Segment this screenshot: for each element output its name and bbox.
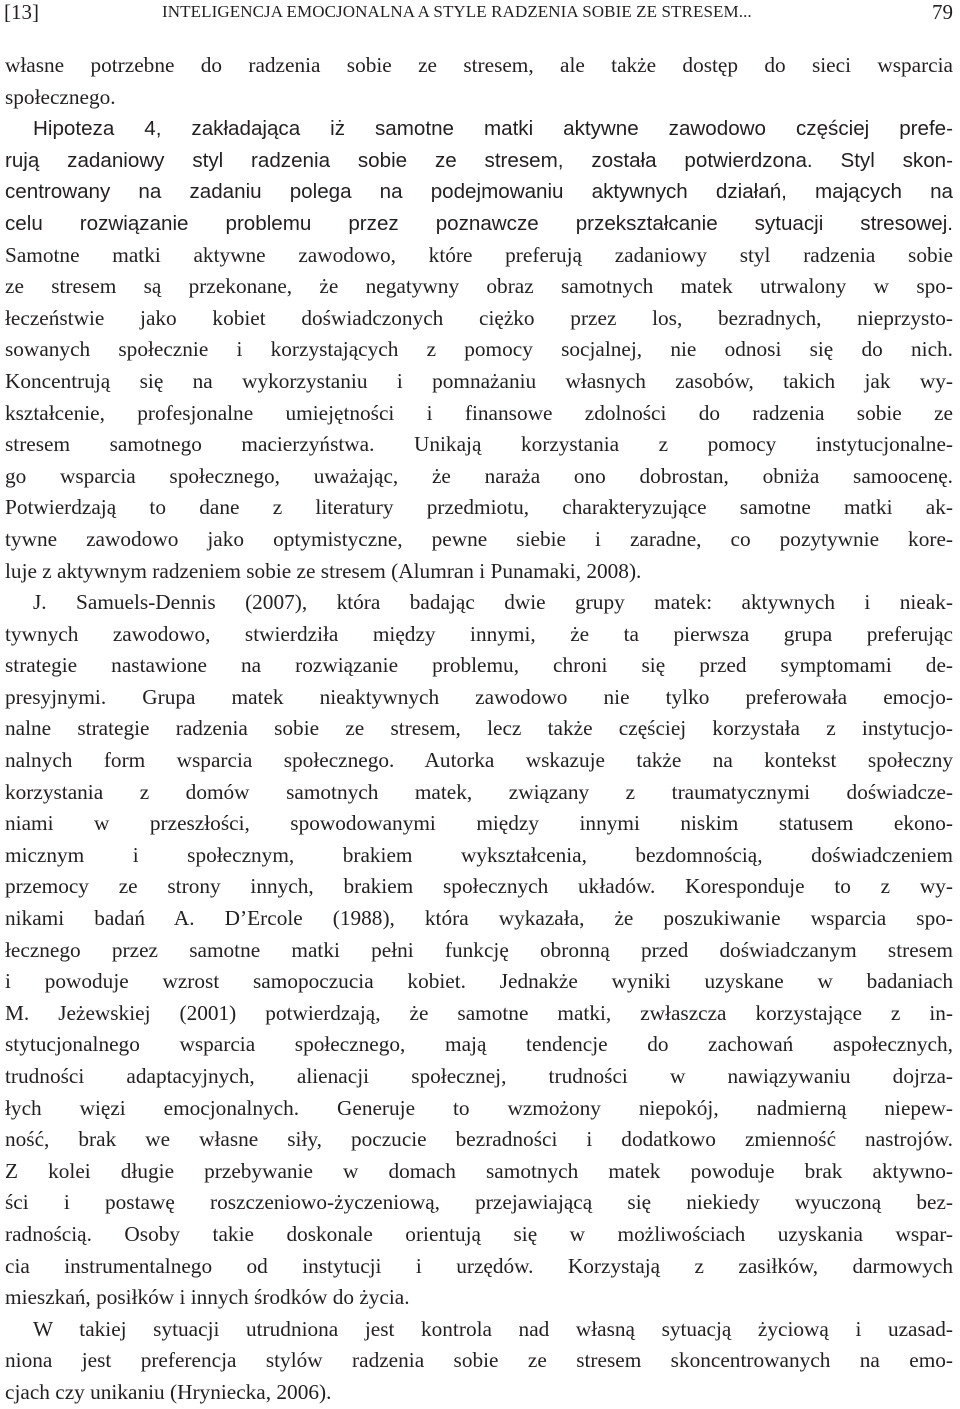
- text-line: rują zadaniowy styl radzenia sobie ze stresem, została potwierdzona. Styl skon-: [5, 148, 953, 172]
- text-line: celu rozwiązanie problemu przez poznawcze przekształcanie sytuacji stresowej.: [5, 211, 953, 235]
- text-line: ści i postawę roszczeniowo-życzeniową, przejawiającą się niekiedy wyuczoną bez-: [5, 1190, 953, 1215]
- text-line: cjach czy unikaniu (Hryniecka, 2006).: [5, 1379, 332, 1404]
- text-line: J. Samuels-Dennis (2007), która badając dwie grupy matek: aktywnych i nieak-: [33, 590, 953, 615]
- text-line: Koncentrują się na wykorzystaniu i pomnażaniu własnych zasobów, takich jak wy-: [5, 368, 953, 393]
- text-line: nalne strategie radzenia sobie ze stresem, lecz także częściej korzystała z instytucjo-: [5, 716, 953, 741]
- text-line: mieszkań, posiłków i innych środków do życia.: [5, 1285, 410, 1310]
- text-line: nikami badań A. D’Ercole (1988), która wykazała, że poszukiwanie wsparcia spo-: [5, 906, 953, 931]
- text-line: M. Jeżewskiej (2001) potwierdzają, że samotne matki, zwłaszcza korzystające z in-: [5, 1000, 953, 1025]
- text-line: łeczeństwie jako kobiet doświadczonych ciężko przez los, bezradnych, nieprzysto-: [5, 305, 953, 330]
- text-line: niona jest preferencja stylów radzenia sobie ze stresem skoncentrowanych na emo-: [5, 1348, 953, 1373]
- text-line: stresem samotnego macierzyństwa. Unikają korzystania z pomocy instytucjonalne-: [5, 432, 953, 457]
- text-line: ze stresem są przekonane, że negatywny obraz samotnych matek utrwalony w spo-: [5, 274, 953, 299]
- text-line: strategie nastawione na rozwiązanie problemu, chroni się przed symptomami de-: [5, 653, 953, 678]
- text-line: własne potrzebne do radzenia sobie ze stresem, ale także dostęp do sieci wsparcia: [5, 53, 953, 77]
- text-line: ność, brak we własne siły, poczucie bezradności i dodatkowo zmienność nastrojów.: [5, 1127, 953, 1152]
- text-line: nalnych form wsparcia społecznego. Autorka wskazuje także na kontekst społeczny: [5, 748, 953, 773]
- text-line: cia instrumentalnego od instytucji i urzędów. Korzystają z zasiłków, darmowych: [5, 1253, 953, 1278]
- text-line: korzystania z domów samotnych matek, związany z traumatycznymi doświadcze-: [5, 779, 953, 804]
- text-line: sowanych społecznie i korzystających z pomocy socjalnej, nie odnosi się do nich.: [5, 337, 953, 362]
- text-line: presyjnymi. Grupa matek nieaktywnych zawodowo nie tylko preferowała emocjo-: [5, 684, 953, 709]
- text-line: micznym i społecznym, brakiem wykształcenia, bezdomnością, doświadczeniem: [5, 842, 953, 867]
- text-line: Hipoteza 4, zakładająca iż samotne matki aktywne zawodowo częściej prefe-: [33, 117, 953, 141]
- text-line: W takiej sytuacji utrudniona jest kontrola nad własną sytuacją życiową i uzasad-: [33, 1316, 953, 1341]
- body-text: [5, 50, 953, 1409]
- running-head: [4, 0, 953, 24]
- text-line: radnością. Osoby takie doskonale orientują się w możliwościach uzyskania wspar-: [5, 1221, 953, 1246]
- text-line: łych więzi emocjonalnych. Generuje to wzmożony niepokój, nadmierną niepew-: [5, 1095, 953, 1120]
- text-line: społecznego.: [5, 84, 116, 109]
- text-line: Z kolei długie przebywanie w domach samotnych matek powoduje brak aktywno-: [5, 1158, 953, 1183]
- text-line: go wsparcia społecznego, uważając, że naraża ono dobrostan, obniża samoocenę.: [5, 463, 953, 488]
- text-line: tywne zawodowo jako optymistyczne, pewne siebie i zaradne, co pozytywnie kore-: [5, 526, 953, 551]
- text-line: trudności adaptacyjnych, alienacji społecznej, trudności w nawiązywaniu dojrza-: [5, 1064, 953, 1088]
- text-line: niami w przeszłości, spowodowanymi między innymi niskim statusem ekono-: [5, 811, 953, 836]
- text-line: Potwierdzają to dane z literatury przedmiotu, charakteryzujące samotne matki ak-: [5, 495, 953, 520]
- text-line: łecznego przez samotne matki pełni funkcję obronną przed doświadczanym stresem: [5, 937, 953, 962]
- text-line: Samotne matki aktywne zawodowo, które preferują zadaniowy styl radzenia sobie: [5, 242, 953, 267]
- section-number: [13]: [4, 0, 39, 24]
- text-line: przemocy ze strony innych, brakiem społecznych układów. Koresponduje to z wy-: [5, 874, 953, 899]
- page-number: 79: [932, 0, 953, 24]
- text-line: tywnych zawodowo, stwierdziła między innymi, że ta pierwsza grupa preferując: [5, 621, 953, 646]
- text-line: i powoduje wzrost samopoczucia kobiet. Jednakże wyniki uzyskane w badaniach: [5, 969, 953, 994]
- text-line: luje z aktywnym radzeniem sobie ze stresem (Alumran i Punamaki, 2008).: [5, 558, 642, 583]
- text-line: centrowany na zadaniu polega na podejmowaniu aktywnych działań, mających na: [5, 180, 953, 204]
- text-line: kształcenie, profesjonalne umiejętności i finansowe zdolności do radzenia sobie ze: [5, 400, 953, 425]
- running-title: INTELIGENCJA EMOCJONALNA A STYLE RADZENIA SOBIE ZE STRESEM...: [162, 2, 752, 21]
- text-line: stytucjonalnego wsparcia społecznego, mają tendencje do zachowań aspołecznych,: [5, 1032, 953, 1057]
